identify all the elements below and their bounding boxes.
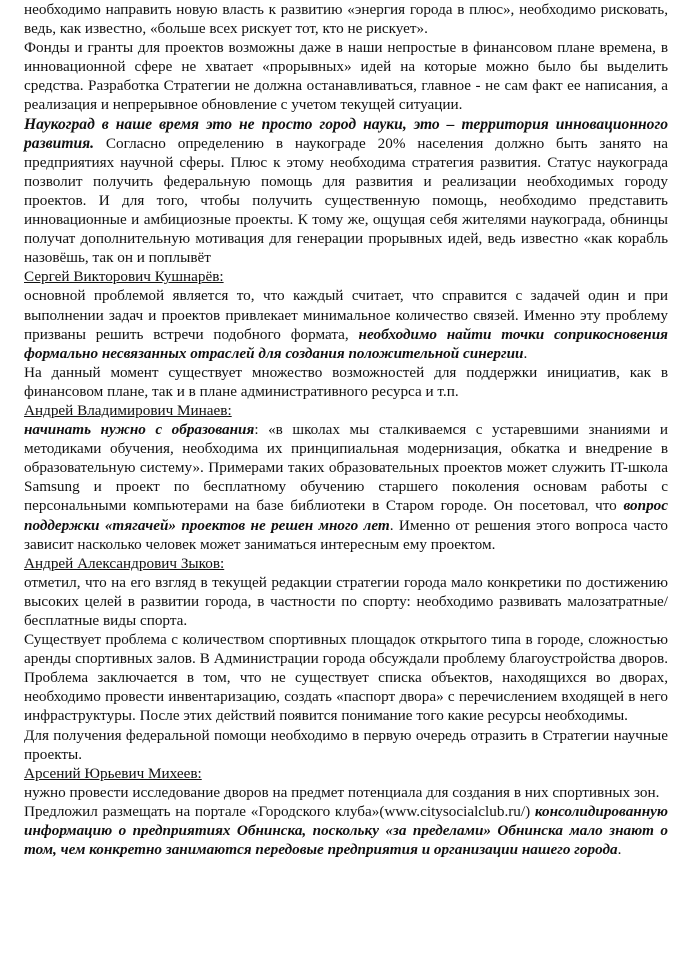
- speaker-zykov: Андрей Александрович Зыков:: [24, 554, 225, 572]
- speaker-mikheev: Арсений Юрьевич Михеев:: [24, 764, 202, 782]
- paragraph-funds: Фонды и гранты для проектов возможны даже в наши непростые в финансовом плане времена, в инновационной сфере не хватает «прорывных» идей на которые можно было бы выделить средства. Разработка Стратегии не должна останавливаться, главное - не сам факт ее написания, а реализация и непрерывное обновление с учетом текущей ситуации.: [24, 39, 668, 114]
- paragraph-energy: необходимо направить новую власть к развитию «энергия города в плюс», необходимо рисковать, ведь, как известно, «больше всех рискует тот, кто не рискует».: [24, 1, 668, 38]
- minaev-text: : «в школах мы сталкиваемся с устаревшими знаниями и методиками обучения, необходима их принципиальная модернизация, обкатка и внедрение в образовательную систему». Примерами таких образовательных проектов может служить IT-школа Samsung и проект по бесплатному обучению старшего поколения основам работы с персональными компьютерами на базе библиотеки в Старом городе. Он посетовал, что: [24, 421, 668, 515]
- kushnarev-end: .: [523, 344, 528, 362]
- kushnarev-text: основной проблемой является то, что каждый считает, что справится с задачей один и при выполнении задач и проектов привлекает минимальное количество связей. Именно эту проблему призваны решить встречи подобного формата,: [24, 287, 668, 343]
- paragraph-mikheev-portal: [24, 802, 668, 859]
- minaev-emphasis: начинать нужно с образования: [24, 421, 255, 439]
- naukograd-text: Согласно определению в наукограде 20% населения должно быть занято на предприятиях научной сферы. Плюс к этому необходима стратегия развития. Статус наукограда позволит получить федеральную помощь для развития и реализации необходимых городу проектов. И для того, чтобы получить существенную помощь, необходимо представить инновационные и амбициозные проекты. К тому же, ощущая себя жителями наукограда, обнинцы получат дополнительную мотивация для генерации прорывных идей, ведь известно «как корабль назовёшь, так он и поплывёт: [24, 134, 668, 267]
- paragraph-zykov-sport: отметил, что на его взгляд в текущей редакции стратегии города мало конкретики по достижению высоких целей в развитии города, в частности по спорту: необходимо развивать малозатратные/бесплатные виды спорта.: [24, 573, 668, 629]
- mikheev-emphasis: консолидированную информацию о предприятиях Обнинска, поскольку «за пределами» Обнинска мало знают о том, чем конкретно занимаются передовые предприятия и организации нашего города: [24, 802, 668, 859]
- minaev-text-2: . Именно от решения этого вопроса часто зависит насколько человек может заниматься интересным ему проектом.: [24, 516, 668, 553]
- mikheev-text: Предложил размещать на портале «Городского клуба»(www.citysocialclub.ru/): [24, 802, 535, 820]
- paragraph-zykov-courts: Существует проблема с количеством спортивных площадок открытого типа в городе, сложностью аренды спортивных залов. В Администрации города обсуждали проблему благоустройства дворов. Проблема заключается в том, что не существует списка объектов, находящихся во дворах, необходимо провести инвентаризацию, создать «паспорт двора» с перечислением входящей в него инфраструктуры. После этих действий появится понимание того какие ресурсы необходимы.: [24, 631, 668, 725]
- paragraph-kushnarev-support: На данный момент существует множество возможностей для поддержки инициатив, как в финансовом плане, так и в плане административного ресурса и т.п.: [24, 363, 668, 400]
- kushnarev-emphasis: необходимо найти точки соприкосновения формально несвязанных отраслей для создания положительной синергии: [24, 325, 668, 362]
- paragraph-minaev: [24, 420, 668, 554]
- naukograd-emphasis: Наукоград в наше время это не просто город науки, это – территория инновационного развития.: [24, 115, 668, 152]
- paragraph-zykov-federal: Для получения федеральной помощи необходимо в первую очередь отразить в Стратегии научные проекты.: [24, 726, 668, 763]
- paragraph-naukograd: [24, 115, 668, 268]
- mikheev-end: .: [617, 841, 622, 859]
- paragraph-mikheev-yards: нужно провести исследование дворов на предмет потенциала для создания в них спортивных зон.: [24, 783, 660, 801]
- paragraph-kushnarev-problem: [24, 286, 668, 362]
- speaker-minaev: Андрей Владимирович Минаев:: [24, 401, 232, 419]
- speaker-kushnarev: Сергей Викторович Кушнарёв:: [24, 268, 224, 286]
- minaev-emphasis-2: вопрос поддержки «тягачей» проектов не решен много лет: [24, 497, 668, 534]
